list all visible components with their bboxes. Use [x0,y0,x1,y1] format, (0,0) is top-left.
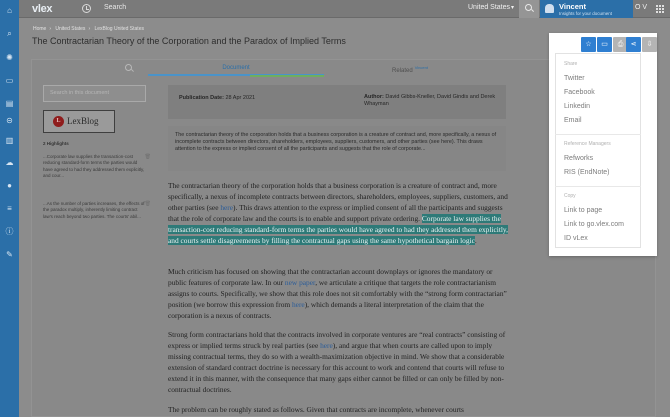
breadcrumb-home[interactable]: Home [33,26,47,32]
edit-icon[interactable]: ✎ [6,250,13,259]
lightbulb-icon[interactable]: ✺ [6,53,13,62]
vlex-logo[interactable]: vlex [32,3,53,15]
share-menu [555,53,641,248]
folder-icon: ▭ [601,41,608,48]
apps-grid-icon[interactable] [656,5,664,13]
folder-icon[interactable]: ▭ [5,76,14,85]
list-icon[interactable]: ≡ [7,204,12,213]
global-search-input[interactable]: Search [104,4,127,11]
share-header: Share [564,61,578,67]
user-menu[interactable]: O V [635,4,648,11]
breadcrumb-country[interactable]: United States [55,26,86,32]
search-button[interactable] [519,0,539,18]
related-badge: Vincent [414,65,428,70]
highlight-item[interactable]: ...As the number of parties increases, the effects of the paradox multiply, inherently limiting contract law's reach beyond two parties. The courts' abil... 🗑 [43,201,151,219]
tab-related[interactable]: Related$^{Vincent}$ [392,65,428,74]
page-title: The Contractarian Theory of the Corporation and the Paradox of Implied Terms [32,36,346,46]
publication-date: 28 Apr 2021 [225,95,256,101]
bookmark-button[interactable] [581,37,596,52]
tab-document[interactable]: Document [148,62,324,76]
author: David Gibbs-Kneller, David Gindis and Derek Whayman [364,94,496,107]
lexblog-logo-icon: L [53,116,64,127]
country-selector[interactable]: United States [468,4,511,11]
bookmark-icon: ☆ [585,41,592,48]
menu-divider [555,134,641,135]
copy-link-govlex[interactable]: Link to go.vlex.com [564,221,624,228]
search-icon[interactable]: ⌕ [7,29,12,38]
folder-button[interactable] [597,37,612,52]
vincent-icon [545,4,554,13]
inline-link[interactable]: here [220,203,234,213]
inline-link[interactable]: here [320,341,333,351]
chevron-down-icon: ▾ [511,5,515,11]
vincent-subtitle: Insights for your document [559,11,613,16]
trash-icon[interactable]: 🗑 [144,201,151,207]
export-refworks[interactable]: Refworks [564,155,594,162]
highlight-item[interactable]: ...Corporate law supplies the transaction-cost reducing standard-form terms the parties would have agreed to had they addressed them explicitly, and cour... 🗑 [43,154,151,179]
share-twitter[interactable]: Twitter [564,75,585,82]
top-bar [19,0,670,18]
abstract: The contractarian theory of the corporation holds that a business corporation is a creature of contract and, more specifically, a nexus of incomplete contracts between directors, shareholders, employees, suppliers, customers, and other parties (see here). This draws attention to the express or implied consent of all the participants and suggests that the role of corporate... [168,126,506,171]
source-logo[interactable]: L LexBlog [43,110,115,133]
tab-progress-bar [250,75,324,77]
paragraph: Strong form contractarians hold that the contracts involved in corporate ventures are “real contracts” consisting of express or implied terms struck by real parties (see here), and argue that when courts are called upon to imply missing contractual terms, they do so with a wealth-maximization objective in mind. We show that a considerable extension of standard contract doctrine is necessary for this account to work and contend that courts will refuse to extend it in this manner, with the consequence that many gaps either cannot be filled or can only be filled by non-contractual doctrines. [168,330,506,395]
history-icon[interactable] [82,4,91,13]
document-meta: Publication Date: 28 Apr 2021 Author: David Gibbs-Kneller, David Gindis and Derek Whayman [168,85,506,119]
export-ris[interactable]: RIS (EndNote) [564,169,610,176]
copy-header: Copy [564,193,576,199]
paragraph: The contractarian theory of the corporation holds that a business corporation is a creature of contract and, more specifically, a nexus of incomplete contracts between directors, shareholders, employees, suppliers, customers, and other parties (see here). This draws attention to the express or implied consent of all the participants and suggests that the role of corporate law and the courts is to enable and support private ordering. Corporate law supplies the transaction-cost reducing standard-form terms the parties would have agreed to had they addressed them explicitly, and courts settle disagreements by filling the contractual gaps using the same hypothetical bargain logic. [168,181,508,246]
vincent-button[interactable] [540,0,633,18]
inline-link[interactable]: here [291,300,305,310]
alert-icon[interactable]: ⊝ [6,116,13,125]
share-button[interactable] [626,37,641,52]
pin-icon[interactable]: ● [7,181,12,190]
share-email[interactable]: Email [564,117,582,124]
breadcrumb-source[interactable]: LexBlog United States [94,26,144,32]
document-actions [580,37,656,53]
print-icon: ⎙ [617,41,624,48]
info-icon[interactable]: ⓘ [5,227,14,236]
paragraph: Much criticism has focused on showing that the contractarian account downplays or ignores the mandatory or public features of corporate law. In our new paper, we articulate a critique that targets the role contractarianism assigns to courts. Specifically, we show that this role does not sit comfortably with the “strong form contractarian” position (we borrow this expression from here), which demands a literal interpretation of the claim that the corporation is a nexus of contracts. [168,267,507,321]
document-icon[interactable]: ▤ [5,99,14,108]
copy-link-page[interactable]: Link to page [564,207,603,214]
reference-managers-header: Reference Managers [564,141,611,147]
library-icon[interactable]: ▥ [5,136,14,145]
breadcrumb: Home › United States › LexBlog United States [33,26,144,32]
paragraph: The problem can be roughly stated as follows. Given that contracts are incomplete, whenever courts [168,405,464,414]
inline-link[interactable]: new paper [284,278,316,288]
download-button[interactable] [642,37,657,52]
find-in-document-input[interactable]: Search in this document [43,85,146,102]
tab-search-icon[interactable] [125,64,132,71]
share-linkedin[interactable]: Linkedin [564,103,591,110]
vincent-label: Vincent [559,2,586,11]
highlighted-text[interactable]: Corporate law supplies the transaction-cost reducing standard-form terms the parties would have agreed to had they addressed them explicitly, and courts settle disagreements by filling the contractual gaps using the same hypothetical bargain logic [168,214,508,246]
cloud-icon[interactable]: ☁ [5,158,14,167]
share-facebook[interactable]: Facebook [564,89,595,96]
copy-id-vlex[interactable]: ID vLex [564,235,588,242]
share-icon: ⋖ [630,41,637,48]
left-rail [0,0,19,417]
search-icon [525,4,532,11]
download-icon: ⇩ [646,41,653,48]
home-icon[interactable]: ⌂ [7,6,12,15]
highlights-count: 2 Highlights [43,141,69,146]
trash-icon[interactable]: 🗑 [144,154,151,160]
menu-divider [555,186,641,187]
